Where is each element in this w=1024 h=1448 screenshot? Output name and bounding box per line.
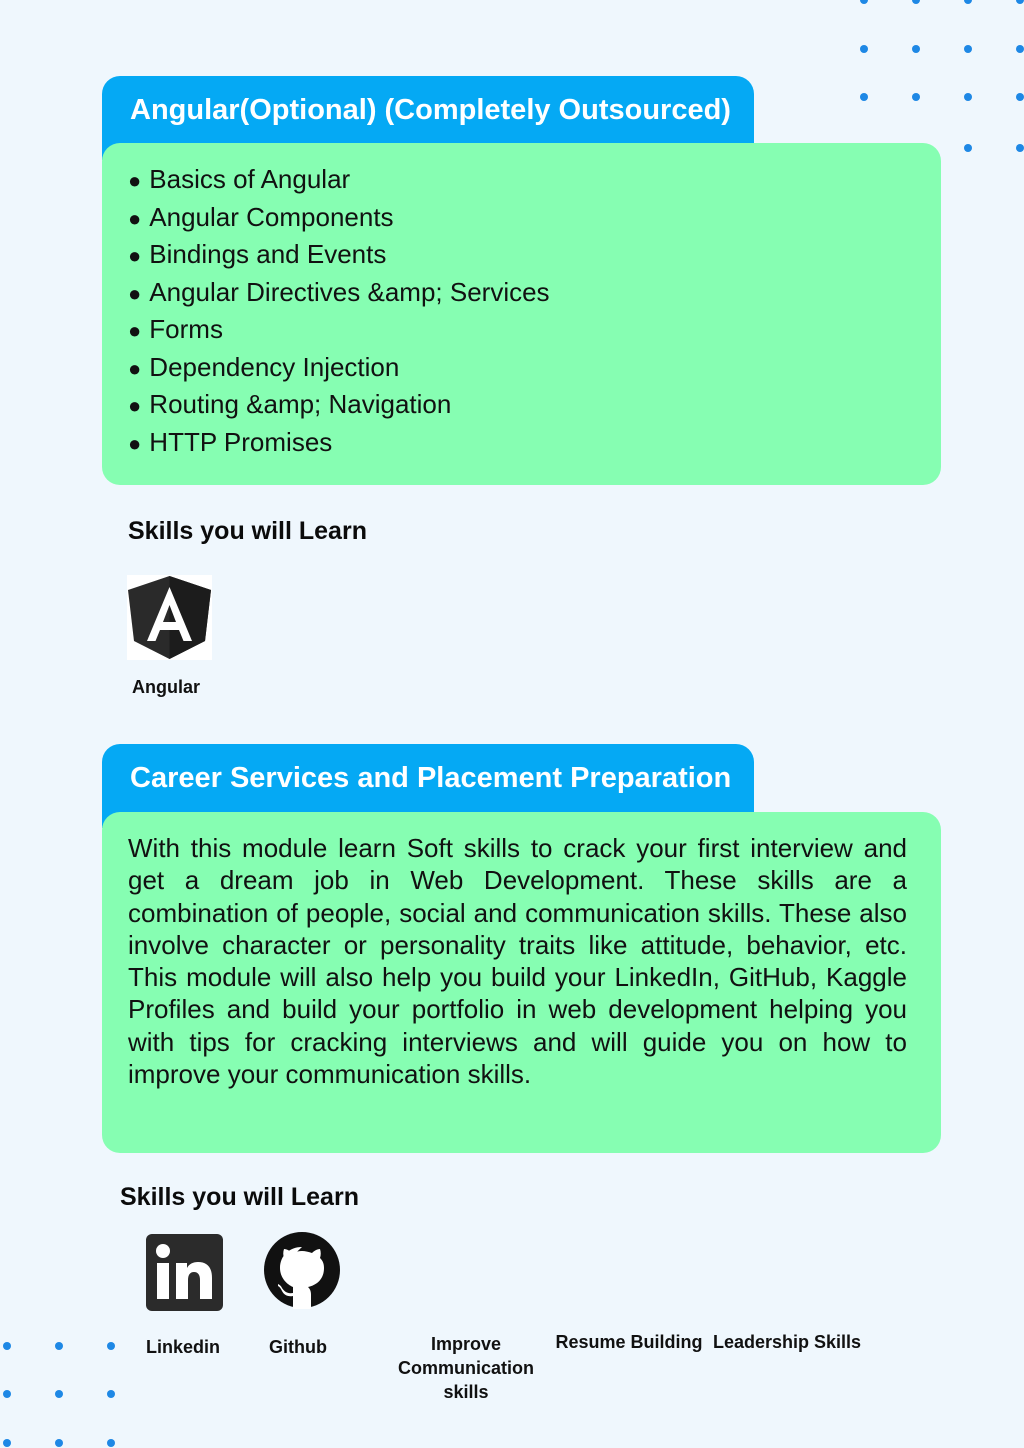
dot xyxy=(860,0,868,4)
topic-item: ● Forms xyxy=(128,314,223,344)
dot xyxy=(964,144,972,152)
bullet-icon: ● xyxy=(128,243,142,268)
module-title: Career Services and Placement Preparation xyxy=(130,762,732,794)
dot xyxy=(912,45,920,53)
description-panel xyxy=(102,812,941,1153)
skills-heading: Skills you will Learn xyxy=(128,517,367,545)
bullet-icon: ● xyxy=(128,355,142,381)
skill-label-resume: Resume Building xyxy=(555,1332,703,1352)
linkedin-icon xyxy=(146,1234,223,1311)
topic-list xyxy=(102,143,941,461)
github-icon xyxy=(263,1231,341,1309)
bullet-icon: ● xyxy=(128,393,142,418)
skill-label-github: Github xyxy=(269,1337,327,1357)
bullet-icon: ● xyxy=(128,168,142,193)
dot xyxy=(55,1439,63,1447)
module-title: Angular(Optional) (Completely Outsourced) xyxy=(130,94,731,126)
dot xyxy=(964,45,972,53)
bullet-icon: ● xyxy=(128,205,142,231)
dot xyxy=(1016,0,1024,4)
dot xyxy=(860,93,868,101)
topic-item: ● Bindings and Events xyxy=(128,239,387,269)
dot xyxy=(860,45,868,53)
dot xyxy=(912,93,920,101)
dot xyxy=(55,1342,63,1350)
topic-item: ● Angular Directives &amp; Services xyxy=(128,276,550,307)
dot xyxy=(3,1439,11,1447)
bullet-icon: ● xyxy=(128,430,142,456)
dot xyxy=(1016,93,1024,101)
dot xyxy=(55,1390,63,1398)
bullet-icon: ● xyxy=(128,280,142,306)
skill-label-linkedin: Linkedin xyxy=(145,1337,220,1357)
skill-label-communication: Improve Communication skills xyxy=(397,1334,534,1402)
dot xyxy=(912,0,920,4)
skills-heading: Skills you will Learn xyxy=(120,1183,359,1211)
dot xyxy=(964,93,972,101)
module-description: With this module learn Soft skills to crack your first interview and get a dream job in Web Development. These skills are a combination of people, social and communication skills. These also involve character or personality traits like attitude, behavior, etc. This module will also help you build your LinkedIn, GitHub, Kaggle Profiles and build your portfolio in web development helping you with tips for cracking interviews and will guide you on how to improve your communication skills. xyxy=(128,833,907,1090)
dot xyxy=(107,1439,115,1447)
dot xyxy=(964,0,972,4)
topic-item: ● Basics of Angular xyxy=(128,164,351,194)
topic-item: ● HTTP Promises xyxy=(128,426,333,457)
topics-panel xyxy=(102,143,941,485)
dot xyxy=(1016,45,1024,53)
dot xyxy=(107,1390,115,1398)
dot xyxy=(3,1342,11,1350)
dot xyxy=(1016,144,1024,152)
dot xyxy=(107,1342,115,1350)
topic-item: ● Dependency Injection xyxy=(128,351,400,382)
angular-logo-icon xyxy=(127,575,212,660)
skill-label-leadership: Leadership Skills xyxy=(712,1332,862,1352)
skill-label-angular: Angular xyxy=(131,677,200,697)
topic-item: ● Angular Components xyxy=(128,201,394,232)
bullet-icon: ● xyxy=(128,318,142,343)
dot xyxy=(3,1390,11,1398)
topic-item: ● Routing &amp; Navigation xyxy=(128,389,452,419)
